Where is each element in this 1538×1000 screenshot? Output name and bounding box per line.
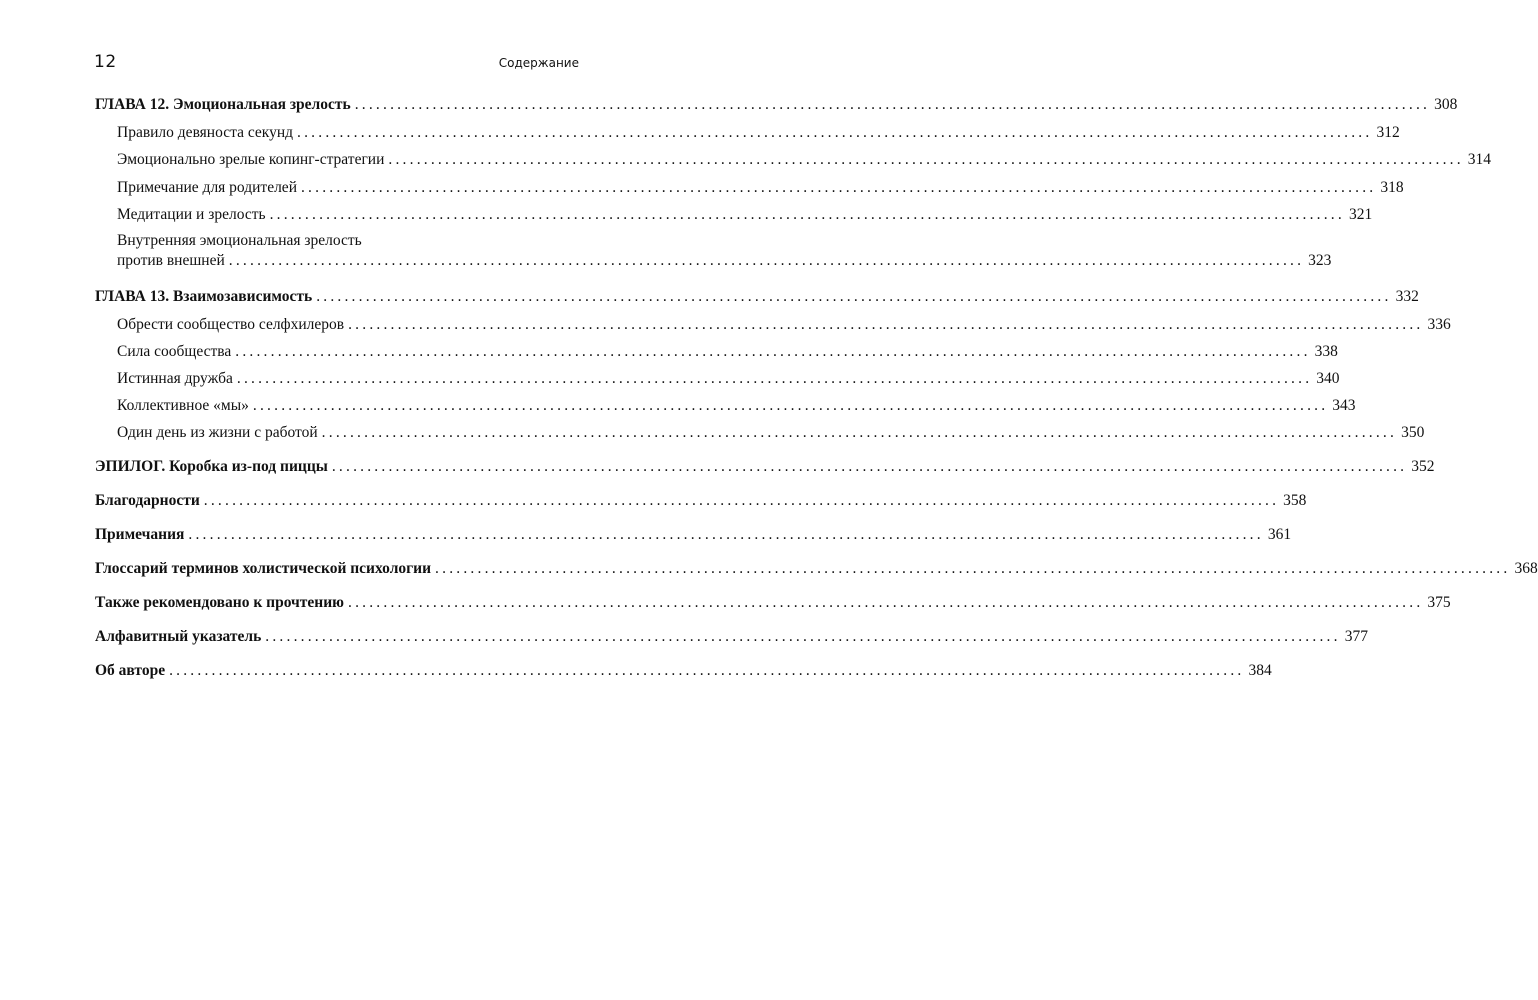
toc-entry-page: 340 [1316, 370, 1340, 387]
toc-entry-chapter-12[interactable] [95, 95, 1458, 115]
toc-entry-page: 368 [1514, 560, 1538, 577]
toc-entry-page: 352 [1411, 458, 1435, 475]
toc-entry[interactable] [117, 123, 1400, 143]
dot-leader: ........................................................................................................................................................ [348, 594, 1424, 611]
toc-entry-title-line1: Внутренняя эмоциональная зрелость [117, 232, 362, 249]
toc-entry-title: Благодарности [95, 492, 200, 509]
toc-entry-title: Глоссарий терминов холистической психологии [95, 560, 432, 577]
toc-entry[interactable] [117, 369, 1340, 389]
toc-entry[interactable] [117, 205, 1373, 225]
toc-entry-page: 312 [1376, 124, 1400, 141]
toc-entry-page: 384 [1248, 662, 1272, 679]
dot-leader: ........................................................................................................................................................ [188, 526, 1264, 543]
dot-leader: ........................................................................................................................................................ [388, 151, 1464, 168]
toc-entry-page: 336 [1427, 316, 1451, 333]
toc-entry-page: 318 [1380, 179, 1404, 196]
dot-leader: ........................................................................................................................................................ [169, 662, 1245, 679]
toc-entry[interactable] [117, 315, 1451, 335]
dot-leader: ........................................................................................................................................................ [252, 397, 1329, 414]
toc-entry-about-author[interactable] [95, 661, 1272, 681]
toc-entry-page: 350 [1401, 424, 1425, 441]
toc-entry-epilogue[interactable] [95, 457, 1435, 477]
toc-entry-title: Примечание для родителей [117, 179, 297, 196]
toc-entry-title: Эмоционально зрелые копинг-стратегии [117, 151, 385, 168]
toc-entry-title: Истинная дружба [117, 370, 233, 387]
toc-entry-title: Сила сообщества [117, 343, 232, 360]
toc-entry[interactable] [117, 231, 1332, 271]
toc-entry-index[interactable] [95, 627, 1368, 647]
dot-leader: ........................................................................................................................................................ [235, 343, 1311, 360]
dot-leader: ........................................................................................................................................................ [435, 560, 1511, 577]
toc-entry-title: Примечания [95, 526, 185, 543]
dot-leader: ........................................................................................................................................................ [228, 252, 1305, 269]
toc-entry[interactable] [117, 396, 1356, 416]
toc-entry-notes[interactable] [95, 525, 1292, 545]
toc-entry-title: Коллективное «мы» [117, 397, 249, 414]
toc-entry-page: 321 [1348, 206, 1373, 223]
dot-leader: ........................................................................................................................................................ [331, 458, 1408, 475]
toc-entry-recommended-reading[interactable] [95, 593, 1451, 613]
toc-entry[interactable] [117, 423, 1425, 443]
toc-entry-page: 323 [1308, 252, 1332, 269]
dot-leader: ........................................................................................................................................................ [348, 316, 1424, 333]
toc-entry-title: Один день из жизни с работой [117, 424, 318, 441]
toc-entry-page: 332 [1395, 288, 1419, 305]
running-head: Содержание [498, 56, 579, 70]
toc-entry-title: против внешней [117, 252, 225, 269]
dot-leader: ........................................................................................................................................................ [236, 370, 1313, 387]
dot-leader: ........................................................................................................................................................ [265, 628, 1341, 645]
toc-entry-title: Правило девяноста секунд [117, 124, 294, 141]
toc-entry-title: Медитации и зрелость [117, 206, 266, 223]
toc-entry-page: 358 [1283, 492, 1307, 509]
toc-entry-acknowledgements[interactable] [95, 491, 1307, 511]
dot-leader: ........................................................................................................................................................ [269, 206, 1345, 223]
dot-leader: ........................................................................................................................................................ [203, 492, 1280, 509]
toc-entry-title: Алфавитный указатель [95, 628, 262, 645]
toc-entry-page: 377 [1344, 628, 1368, 645]
toc-entry[interactable] [117, 178, 1404, 198]
dot-leader: ........................................................................................................................................................ [300, 179, 1377, 196]
toc-entry-title: ЭПИЛОГ. Коробка из-под пиццы [95, 458, 328, 475]
toc-entry[interactable] [117, 150, 1492, 170]
toc-entry-page: 338 [1314, 343, 1338, 360]
toc-entry-page: 314 [1467, 151, 1492, 168]
toc-entry-chapter-13[interactable] [95, 287, 1419, 307]
toc-entry-title: Обрести сообщество селфхилеров [117, 316, 345, 333]
dot-leader: ........................................................................................................................................................ [321, 424, 1398, 441]
page-number: 12 [94, 52, 117, 72]
toc-entry-title: Об авторе [95, 662, 166, 679]
toc-entry-title: Также рекомендовано к прочтению [95, 594, 344, 611]
toc-entry-page: 343 [1332, 397, 1356, 414]
toc-entry-page: 375 [1427, 594, 1451, 611]
toc-entry-glossary[interactable] [95, 559, 1538, 579]
toc-entry-title: ГЛАВА 13. Взаимозависимость [95, 288, 313, 305]
toc-entry-page: 308 [1434, 96, 1458, 113]
toc-entry-page: 361 [1267, 526, 1292, 543]
toc-entry-title: ГЛАВА 12. Эмоциональная зрелость [95, 96, 351, 113]
dot-leader: ........................................................................................................................................................ [297, 124, 1373, 141]
dot-leader: ........................................................................................................................................................ [354, 96, 1431, 113]
toc-entry[interactable] [117, 342, 1338, 362]
dot-leader: ........................................................................................................................................................ [316, 288, 1392, 305]
